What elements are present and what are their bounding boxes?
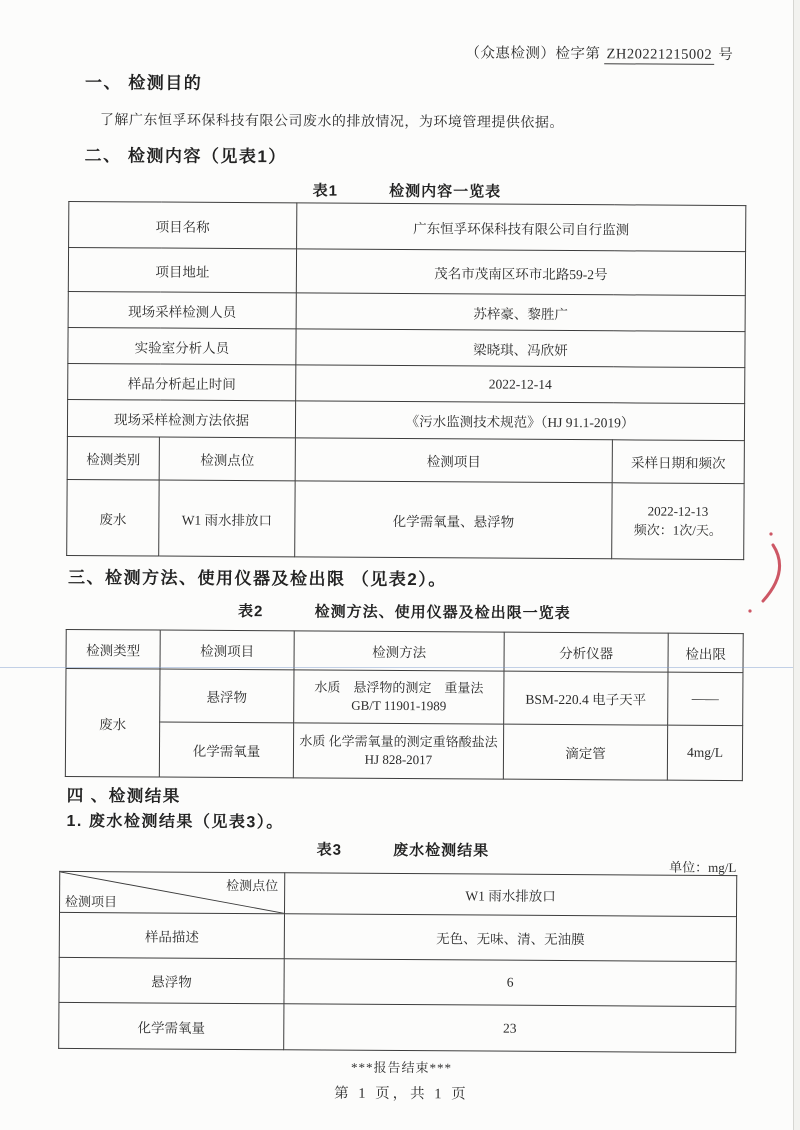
info-label: 项目地址: [68, 247, 296, 292]
detail-frequency: 频次：1次/天。: [633, 521, 722, 538]
table2-caption-number: 表2: [238, 603, 264, 621]
page-number: 第 1 页，共 1 页: [334, 1085, 469, 1103]
method-line1: 水质 化学需氧量的测定重铬酸盐法: [299, 733, 498, 750]
table-wastewater-results: [58, 871, 737, 1053]
info-value: 茂名市茂南区环市北路59-2号: [296, 249, 745, 296]
detail-category: 废水: [67, 479, 159, 556]
ref-number: ZH20221215002: [604, 46, 714, 65]
result-value: 23: [284, 1004, 736, 1053]
column-header: 检出限: [668, 633, 743, 672]
column-header: 检测点位: [159, 437, 295, 481]
table1-caption: [68, 178, 745, 203]
method-limit: ——: [668, 672, 743, 725]
section-2-title: 二、 检测内容（见表1）: [84, 146, 287, 167]
table-row: [67, 479, 744, 559]
detail-date-freq: [612, 483, 744, 560]
ref-prefix: （众惠检测）检字第: [465, 45, 601, 63]
table-row: [68, 247, 745, 295]
result-value: 无色、无味、清、无油膜: [284, 914, 736, 962]
info-label: 现场采样检测人员: [68, 291, 296, 328]
info-label: 现场采样检测方法依据: [67, 399, 295, 437]
report-reference-number: [301, 40, 733, 64]
table-row: [67, 399, 744, 440]
column-header: 检测类型: [66, 629, 160, 669]
detail-date: 2022-12-13: [647, 503, 709, 520]
column-header: 检测项目: [295, 438, 612, 483]
result-label: 悬浮物: [59, 957, 284, 1003]
report-end-marker: ***报告结束***: [351, 1059, 453, 1076]
table-row: [66, 668, 743, 725]
table-row: [68, 363, 745, 403]
method-instrument: BSM-220.4 电子天平: [504, 671, 668, 725]
info-value: 广东恒孚环保科技有限公司自行监测: [297, 203, 746, 252]
result-label: 样品描述: [59, 912, 284, 958]
page-edge-shadow: [793, 0, 800, 1130]
info-value: 梁晓琪、冯欣妍: [296, 329, 745, 368]
table-row: [69, 201, 746, 251]
section-1-title: 一、 检测目的: [85, 73, 203, 93]
column-header: 检测项目: [160, 630, 294, 670]
method-line2: GB/T 11901-1989: [351, 697, 447, 714]
table-row: [59, 912, 736, 961]
unit-label: 单位：mg/L: [669, 859, 737, 876]
info-value: 《污水监测技术规范》（HJ 91.1-2019）: [295, 401, 744, 441]
result-column-header: W1 雨水排放口: [285, 873, 737, 917]
method-item: 化学需氧量: [159, 722, 293, 778]
table-row: [59, 957, 736, 1006]
info-label: 实验室分析人员: [68, 327, 296, 364]
diagonal-header-cell: [60, 871, 285, 913]
column-header: 检测类别: [67, 436, 159, 480]
scan-artifact-line: [0, 667, 800, 668]
method-item: 悬浮物: [160, 669, 294, 723]
column-header: 分析仪器: [504, 632, 668, 672]
table-row: [68, 327, 745, 367]
method-name: [293, 723, 503, 779]
column-header: 检测方法: [294, 631, 504, 671]
info-label: 样品分析起止时间: [68, 363, 296, 400]
section-3-title: 三、检测方法、使用仪器及检出限 （见表2）。: [67, 567, 447, 590]
column-header: 采样日期和频次: [612, 440, 744, 484]
table2-caption-text: 检测方法、使用仪器及检出限一览表: [314, 603, 571, 623]
method-limit: 4mg/L: [667, 725, 742, 780]
table2-caption: [66, 599, 743, 624]
ref-suffix: 号: [718, 46, 734, 64]
table-methods-instruments: [65, 629, 744, 781]
table-row: [65, 721, 742, 780]
section-1-body: 了解广东恒孚环保科技有限公司废水的排放情况，为环境管理提供依据。: [99, 113, 564, 131]
table3-caption-text: 废水检测结果: [393, 841, 490, 860]
table-row: [59, 1002, 736, 1052]
table-row: [68, 291, 745, 331]
result-label: 化学需氧量: [59, 1002, 284, 1049]
method-line1: 水质 悬浮物的测定 重量法: [314, 679, 484, 696]
info-label: 项目名称: [69, 201, 297, 248]
table-testing-content: [66, 201, 746, 560]
method-instrument: 滴定管: [503, 724, 667, 780]
corner-label-item: 检测项目: [65, 893, 118, 910]
section-4-subtitle: 1. 废水检测结果（见表3）。: [66, 812, 284, 832]
section-4-title: 四 、检测结果: [66, 786, 181, 806]
table-header-row: [60, 871, 737, 916]
red-stamp-mark: [738, 523, 798, 623]
table1-caption-text: 检测内容一览表: [389, 182, 502, 201]
method-name: [294, 670, 504, 724]
corner-label-point: 检测点位: [226, 877, 279, 894]
table1-caption-number: 表1: [312, 182, 339, 200]
method-category: 废水: [65, 668, 160, 777]
detail-items: 化学需氧量、悬浮物: [295, 481, 612, 559]
method-line2: HJ 828-2017: [364, 751, 433, 768]
info-value: 2022-12-14: [296, 365, 745, 404]
result-value: 6: [284, 959, 736, 1007]
detail-point: W1 雨水排放口: [159, 480, 295, 557]
table3-caption-number: 表3: [316, 841, 343, 859]
info-value: 苏梓豪、黎胜广: [296, 293, 745, 332]
table-header-row: [67, 436, 744, 483]
